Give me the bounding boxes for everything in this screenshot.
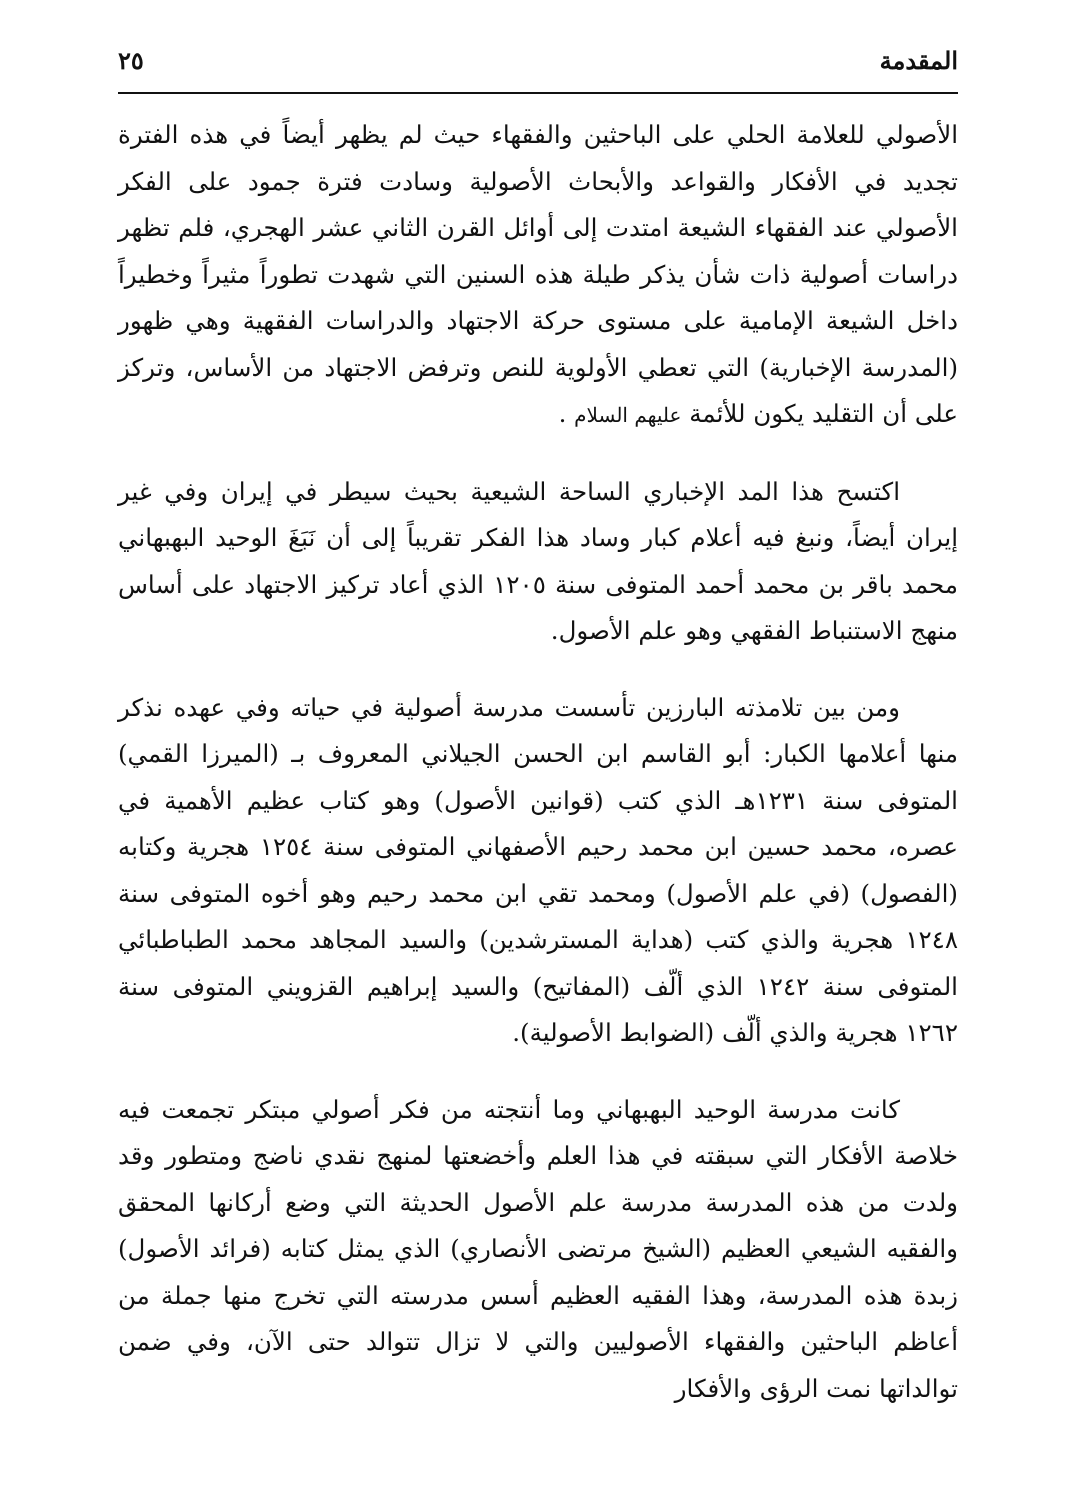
paragraph-3: ومن بين تلامذته البارزين تأسست مدرسة أصولية في حياته وفي عهده نذكر منها أعلامها الكبار: أبو القاسم ابن الحسن الجيلاني المعروف بـ (الميرزا القمي) المتوفى سنة ١٢٣١هـ الذي كتب (قوانين الأصول) وهو كتاب عظيم الأهمية في عصره، محمد حسين ابن محمد رحيم الأصفهاني المتوفى سنة ١٢٥٤ هجرية وكتابه (الفصول) (في علم الأصول) ومحمد تقي ابن محمد رحيم وهو أخوه المتوفى سنة ١٢٤٨ هجرية والذي كتب (هداية المسترشدين) والسيد المجاهد محمد الطباطبائي المتوفى سنة ١٢٤٢ الذي ألّف (المفاتيح) والسيد إبراهيم القزويني المتوفى سنة ١٢٦٢ هجرية والذي ألّف (الضوابط الأصولية). [118, 692, 958, 1047]
chapter-title: المقدمة [879, 46, 958, 75]
honorific-glyph: عليهم السلام [574, 403, 682, 427]
paragraph-1-text: الأصولي للعلامة الحلي على الباحثين والفقهاء حيث لم يظهر أيضاً في هذه الفترة تجديد في الأفكار والقواعد والأبحاث الأصولية وسادت فترة جمود على الفكر الأصولي عند الفقهاء الشيعة امتدت إلى أوائل القرن الثاني عشر الهجري، فلم تظهر دراسات أصولية ذات شأن يذكر طيلة هذه السنين التي شهدت تطوراً مثيراً وخطيراً داخل الشيعة الإمامية على مستوى حركة الاجتهاد والدراسات الفقهية وهي ظهور (المدرسة الإخبارية) التي تعطي الأولوية للنص وترفض الاجتهاد من الأساس، وتركز على أن التقليد يكون للأئمة [118, 120, 958, 428]
paragraph-4: كانت مدرسة الوحيد البهبهاني وما أنتجته من فكر أصولي مبتكر تجمعت فيه خلاصة الأفكار التي سبقته في هذا العلم وأخضعتها لمنهج نقدي ناضج ومتطور وقد ولدت من هذه المدرسة مدرسة علم الأصول الحديثة التي وضع أركانها المحقق والفقيه الشيعي العظيم (الشيخ مرتضى الأنصاري) الذي يمثل كتابه (فرائد الأصول) زبدة هذه المدرسة، وهذا الفقيه العظيم أسس مدرسته التي تخرج منها جملة من أعاظم الباحثين والفقهاء الأصوليين والتي لا تزال تتوالد حتى الآن، وفي ضمن توالداتها نمت الرؤى والأفكار [118, 1094, 958, 1403]
paragraph-2: اكتسح هذا المد الإخباري الساحة الشيعية بحيث سيطر في إيران وفي غير إيران أيضاً، ونبغ فيه أعلام كبار وساد هذا الفكر تقريباً إلى أن نَبَغَ الوحيد البهبهاني محمد باقر بن محمد أحمد المتوفى سنة ١٢٠٥ الذي أعاد تركيز الاجتهاد على أساس منهج الاستنباط الفقهي وهو علم الأصول. [118, 476, 958, 645]
page-number: ٢٥ [118, 46, 144, 75]
running-header [118, 30, 958, 94]
page-body [118, 112, 958, 1412]
paragraph-1-end: . [558, 399, 575, 428]
paragraph-1 [118, 112, 958, 439]
book-page [118, 30, 958, 1470]
